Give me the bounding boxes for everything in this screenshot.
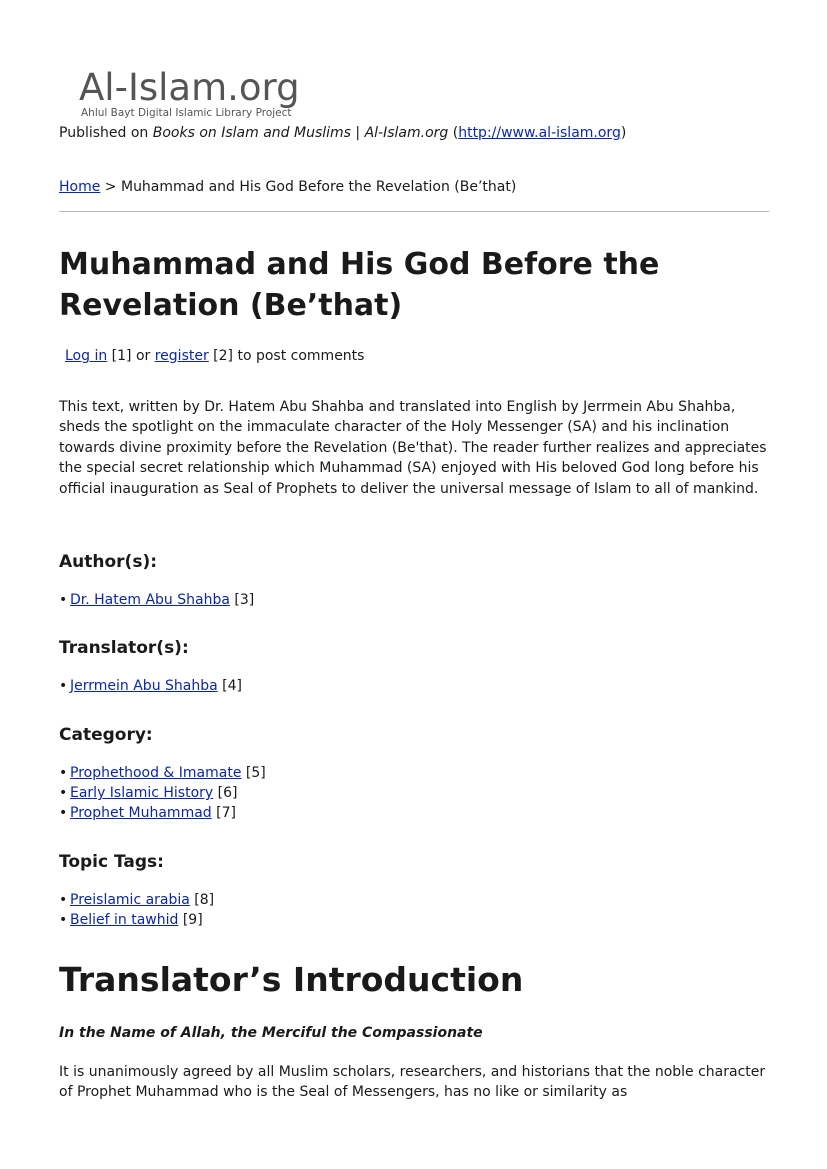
translator-link[interactable]: Jerrmein Abu Shahba: [70, 678, 218, 694]
tag-ref: [8]: [189, 892, 215, 908]
comment-auth-line: [65, 348, 364, 364]
list-item: [59, 676, 242, 696]
page-title: Muhammad and His God Before the Revelation (Be’that): [59, 247, 660, 323]
breadcrumb: [59, 179, 516, 195]
list-item: [59, 890, 214, 910]
category-link-prophet-muhammad[interactable]: Prophet Muhammad: [70, 805, 212, 821]
register-ref: [2] to post comments: [208, 348, 365, 364]
bullet-icon: •: [59, 678, 68, 694]
category-ref: [7]: [211, 805, 236, 821]
tag-link-preislamic-arabia[interactable]: Preislamic arabia: [70, 892, 190, 908]
translators-introduction-heading: Translator’s Introduction: [59, 960, 524, 999]
breadcrumb-home-link[interactable]: Home: [59, 179, 101, 195]
bullet-icon: •: [59, 805, 68, 821]
list-item: [59, 910, 214, 930]
author-link[interactable]: Dr. Hatem Abu Shahba: [70, 592, 230, 608]
logo-tagline: Ahlul Bayt Digital Islamic Library Project: [81, 107, 292, 119]
tag-ref: [9]: [178, 912, 203, 928]
list-item: [59, 763, 266, 783]
translators-heading: Translator(s):: [59, 638, 189, 658]
list-item: [59, 803, 266, 823]
register-link[interactable]: register: [154, 348, 209, 364]
bullet-icon: •: [59, 892, 68, 908]
translators-list: [59, 676, 242, 696]
bullet-icon: •: [59, 765, 68, 781]
published-line: [59, 125, 626, 141]
list-item: [59, 783, 266, 803]
topic-tags-heading: Topic Tags:: [59, 852, 164, 872]
translator-ref: [4]: [217, 678, 242, 694]
category-list: [59, 763, 266, 823]
breadcrumb-current: Muhammad and His God Before the Revelation (Be’that): [120, 179, 517, 195]
published-prefix: Published on: [59, 125, 153, 141]
category-heading: Category:: [59, 725, 153, 745]
bullet-icon: •: [59, 785, 68, 801]
authors-heading: Author(s):: [59, 552, 158, 572]
intro-paragraph: It is unanimously agreed by all Muslim scholars, researchers, and historians that the noble character of Prophet Muhammad who is the Seal of Messengers, has no like or similarity as: [59, 1064, 766, 1101]
published-open-paren: (: [448, 125, 459, 141]
category-ref: [5]: [241, 765, 266, 781]
topic-tags-list: [59, 890, 214, 930]
author-ref: [3]: [229, 592, 255, 608]
bullet-icon: •: [59, 912, 68, 928]
login-link[interactable]: Log in: [65, 348, 108, 364]
header-divider: [59, 211, 769, 212]
published-url-link[interactable]: http://www.al-islam.org: [458, 125, 621, 141]
login-ref: [1] or: [107, 348, 155, 364]
book-summary: This text, written by Dr. Hatem Abu Shahba and translated into English by Jerrmein Abu Shahba, sheds the spotlight on the immaculate character of the Holy Messenger (SA) and his inclination towards divine proximity before the Revelation (Be'that). The reader further realizes and appreciates the special secret relationship which Muhammad (SA) enjoyed with His beloved God long before his official inauguration as Seal of Prophets to deliver the universal message of Islam to all of mankind.: [59, 399, 767, 497]
category-ref: [6]: [213, 785, 238, 801]
authors-list: [59, 590, 254, 610]
al-islam-logo-icon: [79, 64, 319, 120]
list-item: [59, 590, 254, 610]
category-link-prophethood[interactable]: Prophethood & Imamate: [70, 765, 242, 781]
published-site-title: Books on Islam and Muslims | Al-Islam.org: [152, 125, 449, 141]
breadcrumb-separator: >: [100, 179, 121, 195]
category-link-early-history[interactable]: Early Islamic History: [70, 785, 214, 801]
bullet-icon: •: [59, 592, 68, 608]
basmala-subtitle: In the Name of Allah, the Merciful the Compassionate: [59, 1025, 483, 1041]
site-logo[interactable]: [79, 64, 319, 120]
tag-link-belief-in-tawhid[interactable]: Belief in tawhid: [70, 912, 179, 928]
logo-wordmark: Al-Islam.org: [79, 66, 300, 109]
published-close-paren: ): [620, 125, 627, 141]
